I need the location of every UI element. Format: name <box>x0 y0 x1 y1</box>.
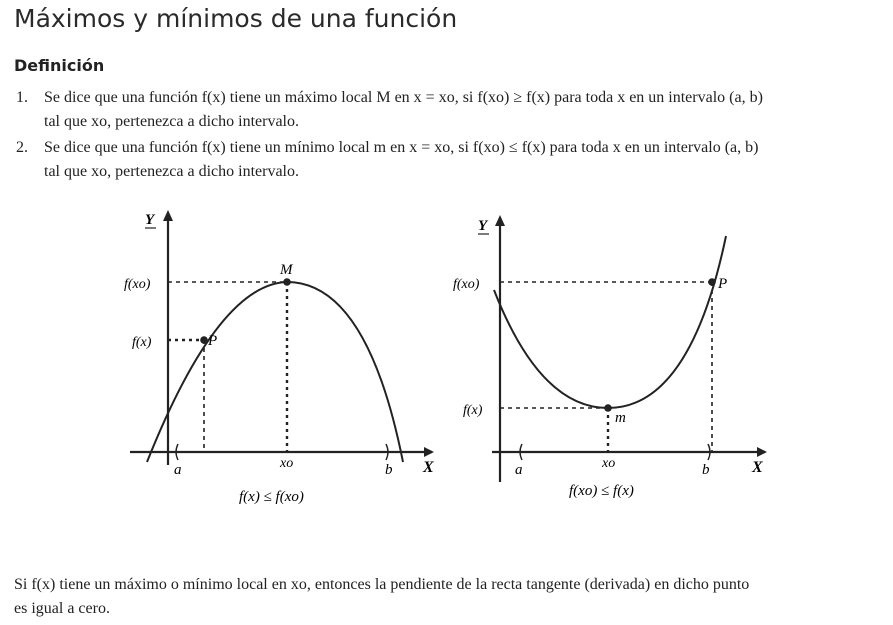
tick-xo: xo <box>280 456 294 471</box>
definition-line-1: Se dice que una función f(x) tiene un mínimo local m en x = xo, si f(xo) ≤ f(x) para toda x en un intervalo (a, b) <box>44 139 759 156</box>
label-point-p: P <box>718 276 728 292</box>
point-max <box>283 278 291 286</box>
point-p <box>708 278 716 286</box>
label-point-m: m <box>615 410 626 426</box>
definition-number: 2. <box>16 139 28 156</box>
caption-min: f(xo) ≤ f(x) <box>569 483 634 499</box>
tick-b: b <box>702 462 710 478</box>
caption-max: f(x) ≤ f(xo) <box>239 489 304 505</box>
graph-minimum <box>453 215 767 499</box>
tick-xo: xo <box>602 456 616 471</box>
graph-maximum <box>124 210 434 505</box>
x-axis-label: X <box>752 459 763 476</box>
x-axis-arrow <box>757 447 767 457</box>
point-min <box>604 404 612 412</box>
label-f-x: f(x) <box>463 403 483 418</box>
closing-line-2: es igual a cero. <box>14 600 110 617</box>
closing-paragraph <box>14 573 884 621</box>
section-heading: Definición <box>14 56 105 75</box>
y-axis-arrow <box>163 210 173 221</box>
x-axis-arrow <box>424 447 434 457</box>
tick-a: a <box>174 462 182 478</box>
page-title: Máximos y mínimos de una función <box>14 4 458 33</box>
label-point-p: P <box>208 333 218 349</box>
definition-number: 1. <box>16 89 28 106</box>
point-p <box>200 336 208 344</box>
tick-a: a <box>515 462 523 478</box>
closing-line-1: Si f(x) tiene un máximo o mínimo local en xo, entonces la pendiente de la recta tangente (derivada) en dicho punto <box>14 576 750 593</box>
definition-line-1: Se dice que una función f(x) tiene un máximo local M en x = xo, si f(xo) ≥ f(x) para toda x en un intervalo (a, b) <box>44 89 763 106</box>
tick-b: b <box>385 462 393 478</box>
definition-line-2: tal que xo, pertenezca a dicho intervalo. <box>44 113 299 130</box>
label-f-x: f(x) <box>132 335 152 350</box>
y-axis-label: Y <box>478 218 488 234</box>
function-curve <box>494 236 726 408</box>
x-axis-label: X <box>423 459 434 476</box>
y-axis-arrow <box>495 215 505 226</box>
function-curve <box>147 282 403 462</box>
definition-line-2: tal que xo, pertenezca a dicho intervalo. <box>44 163 299 180</box>
label-point-m: M <box>280 262 293 278</box>
label-f-xo: f(xo) <box>453 277 480 292</box>
y-axis-label: Y <box>145 212 155 228</box>
label-f-xo: f(xo) <box>124 277 151 292</box>
